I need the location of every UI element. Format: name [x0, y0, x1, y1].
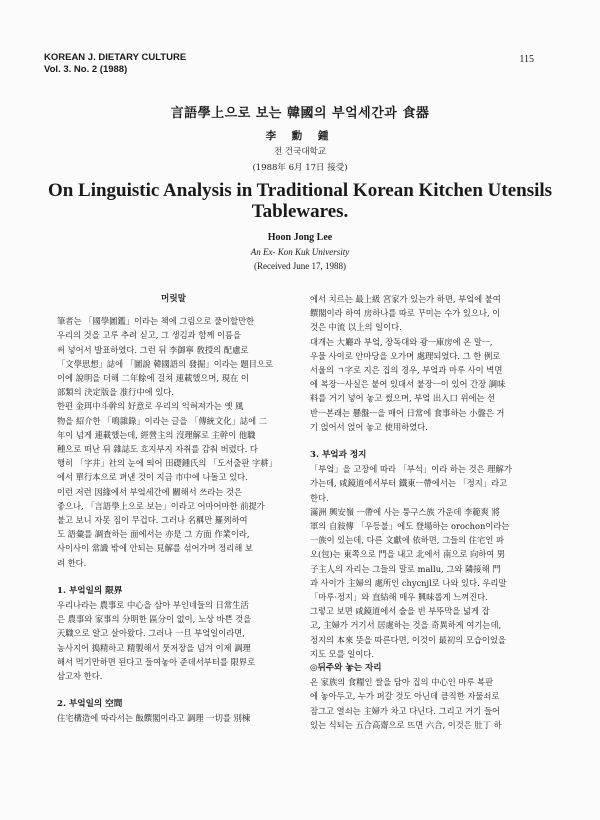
english-title-line2: Tablewares. — [251, 201, 349, 222]
text-line: 행히 「字井」社의 눈에 띄어 田礎鍾氏의 「도서출판 字耕」 — [57, 458, 277, 469]
text-line: 年이 넘게 連載했는데, 經營主의 沒理解로 主幹이 他職 — [57, 429, 256, 440]
text-line: 한편 金珥中斗幹의 好意로 우리의 익혀져가는 옛 風 — [57, 401, 244, 412]
section-2-body — [57, 711, 290, 725]
text-line: 고, 主婦가 거기서 居處하는 것을 奇異하게 여기는데, — [310, 620, 502, 631]
text-line: 오(包)는 東쪽으로 門을 내고 北에서 南으로 向하여 男 — [310, 549, 506, 560]
left-column — [57, 292, 290, 726]
text-line: 써 넣어서 발표하였다. 그런 뒤 李御寧 敎授의 配慮로 — [57, 344, 249, 355]
journal-name: KOREAN J. DIETARY CULTURE — [44, 52, 187, 63]
text-line: 住宅構造에 따라서는 飯饌閣이라고 調理 一切를 別棟 — [57, 713, 251, 724]
section-1-heading: 1. 부엌일의 限界 — [57, 585, 123, 596]
text-line: 「文學思想」誌에 「圖說 韓國語의 發掘」이라는 題目으로 — [57, 358, 273, 369]
text-line: 가는데, 咸鏡道에서부터 鐵東ㅡ帶에서는 「정지」라고 — [310, 478, 508, 489]
korean-affiliation: 전 건국대학교 — [274, 147, 326, 157]
preface-body — [57, 314, 290, 570]
text-line: 기 얹어서 얹어 놓고 使用하였다. — [310, 421, 428, 432]
text-line: 도 語彙를 調査하는 面에서는 亦是 그 方面 作業이라, — [57, 529, 250, 540]
text-line: 이런 저런 因緣에서 부엌세간에 關해서 쓰라는 것은 — [57, 486, 242, 497]
text-line: 정지의 本來 뜻을 따른다면, 이것이 最初의 모습이었을 — [310, 634, 506, 645]
text-line: 物을 紹介한 「鳴雜錄」이라는 글을 「傳統文化」誌에 二 — [57, 415, 268, 426]
text-line: 料를 거기 넣어 놓고 썼으며, 부엌 出入口 위에는 선 — [310, 393, 496, 404]
text-line: 사이사이 常識 밖에 안되는 見解를 섞어가며 정리해 보 — [57, 543, 253, 554]
english-author: Hoon Jong Lee — [267, 232, 333, 243]
text-line: 에서 單行本으로 펴낸 것이 지금 市中에 나돌고 있다. — [57, 472, 248, 483]
text-line: 잠그고 열쇠는 主婦가 차고 다닌다. 그리고 거기 들어 — [310, 705, 500, 716]
text-line: 그렇고 보면 咸鏡道에서 술을 빈 부뚜막을 넓게 잡 — [310, 606, 490, 617]
text-line: 것은 中流 以上의 일이다. — [310, 322, 402, 333]
text-line: 一族이 있는데, 다른 文獻에 依하면, 그들의 住宅인 파 — [310, 535, 505, 546]
section-2-heading: 2. 부엌일의 空間 — [57, 699, 123, 710]
korean-received-date: (1988年 6月 17日 接受) — [252, 163, 348, 173]
korean-title: 言語學上으로 보는 韓國의 부엌세간과 食器 — [170, 106, 430, 121]
text-line: 과 사이가 主婦의 處所인 chycnjl로 나와 있다. 우리말 — [310, 577, 507, 588]
text-line: 「부엌」을 고장에 따라 「부석」이라 하는 것은 理解가 — [310, 464, 512, 475]
text-line: 지도 모를 일이다. — [310, 648, 375, 659]
continuation-body — [310, 292, 548, 434]
text-line: 에 놓아두고, 누가 퍼갈 것도 아닌데 큼직한 자물쇠로 — [310, 691, 500, 702]
korean-author: 李 勳 鍾 — [265, 130, 335, 142]
text-line: 軍의 自敍傳 「우등불」에도 登場하는 orochon이라는 — [310, 521, 510, 532]
text-line: 좋으나, 「言語學上으로 보는」이라고 어마어마한 前提가 — [57, 500, 265, 511]
english-title-line1: On Linguistic Analysis in Traditional Korean Kitchen Utensils — [47, 180, 553, 201]
text-line: 반ㅡ본래는 懸盤ㅡ을 매어 日常에 食事하는 小盤은 거 — [310, 407, 505, 418]
english-title — [0, 180, 600, 222]
text-line: 天職으로 알고 살아왔다. 그러나 一旦 부엌일이라면, — [57, 628, 245, 639]
text-line: 붙고 보니 자못 짐이 무겁다. 그러나 名稱만 羅列하여 — [57, 515, 248, 526]
right-column — [310, 292, 548, 732]
text-line: 筆者는 「國學圖鑑」이라는 책에 그림으로 풀이할만한 — [57, 316, 255, 327]
text-line: 있는 식되는 五合高齋으로 뜨면 六合, 이것은 肚丁 하 — [310, 719, 502, 730]
text-line: 滿洲 興安嶺 ㅡ帶에 사는 퉁구스族 가운데 李範爽 將 — [310, 506, 500, 517]
text-line: 우리의 것을 고루 추려 싣고, 그 생김과 함께 이름을 — [57, 330, 242, 341]
english-received-date: (Received June 17, 1988) — [254, 261, 346, 271]
text-line: 에 복장ㅡ사실은 붙어 있대서 붙장ㅡ이 있어 간장 調味 — [310, 379, 506, 390]
preface-heading: 머릿말 — [161, 294, 186, 304]
text-line: 에서 치르는 最上級 宮家가 있는가 하면, 부엌에 붙여 — [310, 294, 501, 304]
text-line: 은 農事와 家事의 分明한 區分이 없이, 노상 바쁜 것을 — [57, 614, 252, 625]
text-line: 子主人의 자리는 그들의 말로 mallu, 그와 隣接해 門 — [310, 563, 501, 574]
journal-volume: Vol. 3. No. 2 (1988) — [44, 64, 128, 75]
english-affiliation: An Ex- Kon Kuk University — [250, 247, 350, 257]
text-line: 우리나라는 農事로 中心을 삼아 부인네들의 日常生活 — [57, 600, 249, 611]
text-line: 饌閣이라 하여 房하나를 따로 꾸미는 수가 있으나, 이 — [310, 308, 501, 319]
text-line: 部類의 決定版을 准行中에 있다. — [57, 387, 174, 398]
section-4-heading: ◎뒤주와 놓는 자리 — [310, 663, 382, 674]
text-line: 서울의 ㄱ字로 지은 집의 경우, 부엌과 마루 사이 벽면 — [310, 365, 503, 376]
section-3-body — [310, 462, 548, 661]
page-number: 115 — [519, 54, 534, 65]
section-4-body — [310, 675, 548, 732]
section-3-heading: 3. 부엌과 정지 — [310, 450, 367, 461]
text-line: 이에 說明을 더해 二年餘에 걸쳐 連載했으며, 現在 이 — [57, 373, 249, 384]
section-1-body — [57, 598, 290, 683]
text-line: 한다. — [310, 492, 329, 503]
text-line: 온 家族의 食糧인 쌀을 담아 집의 中心인 마루 복판 — [310, 677, 494, 688]
text-line: 種으로 떠난 뒤 雜誌도 흐지부지 자취를 감춰 버렸다. 다 — [57, 444, 258, 455]
journal-header — [44, 52, 186, 76]
text-line: 대개는 大廳과 부엌, 장독대와 광ㅡ庫房에 온 말ㅡ, — [310, 336, 493, 347]
text-line: 려 한다. — [57, 557, 87, 568]
text-line: 농사지어 搗精하고 精製해서 뭇저장을 넘겨 이제 調理 — [57, 642, 251, 653]
text-line: 삼고자 한다. — [57, 671, 103, 682]
text-line: 우물 사이로 안마당을 오가며 處理되었다. 그 한 例로 — [310, 350, 501, 361]
text-line: 해서 먹기만하면 된다고 들여놓아 준데서부터를 限界로 — [57, 656, 256, 667]
text-line: 「마루·정지」와 直結해 매우 興味롭게 느껴진다. — [310, 592, 488, 603]
